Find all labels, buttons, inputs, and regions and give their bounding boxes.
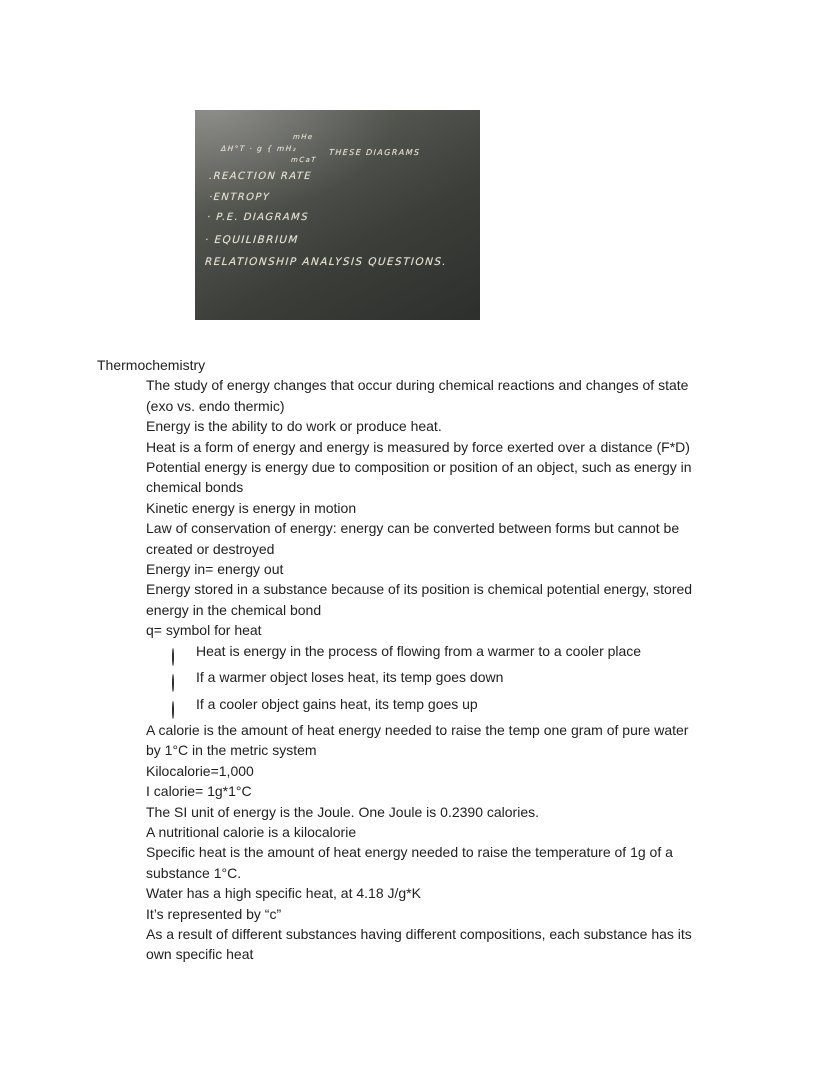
- list-item-text: If a cooler object gains heat, its temp goes up: [196, 695, 478, 712]
- chalkboard-photo: [195, 110, 480, 320]
- list-item: [97, 904, 727, 924]
- bullet-icon: [124, 620, 146, 627]
- bullet-icon: [124, 802, 146, 809]
- list-item-text: As a result of different substances having different compositions, each substance has its own specific heat: [146, 925, 692, 963]
- board-line-relationship: RELATIONSHIP ANALYSIS QUESTIONS.: [204, 256, 448, 268]
- bullet-icon: [124, 437, 146, 444]
- list-item-text: Law of conservation of energy: energy can be converted between forms but cannot be created or destroyed: [146, 520, 680, 557]
- bullet-icon: [124, 579, 146, 586]
- board-line-pe-diagrams: · P.E. DIAGRAMS: [206, 212, 310, 223]
- list-item: [97, 781, 727, 801]
- board-line-entropy: ·ENTROPY: [208, 192, 271, 203]
- list-item: [97, 518, 727, 559]
- list-item: [97, 457, 727, 498]
- bullet-icon: [124, 781, 146, 788]
- hollow-bullet-icon: [172, 667, 196, 693]
- list-item: [97, 620, 727, 640]
- notes-content: [97, 355, 727, 965]
- bullet-icon: [124, 842, 146, 849]
- bullet-icon: [124, 761, 146, 768]
- list-item: [97, 720, 727, 761]
- list-item-text: Specific heat is the amount of heat energy needed to raise the temperature of 1g of a substance 1°C.: [146, 844, 673, 881]
- list-item-text: The SI unit of energy is the Joule. One Joule is 0.2390 calories.: [146, 803, 540, 820]
- bullet-icon: [124, 457, 146, 464]
- list-item: [97, 883, 727, 903]
- list-item: [97, 761, 727, 781]
- list-item: [97, 437, 727, 457]
- list-subitem: [97, 694, 727, 720]
- list-item-text: I calorie= 1g*1°C: [146, 783, 252, 800]
- board-line-reaction-rate: .REACTION RATE: [208, 171, 313, 182]
- bullet-icon: [124, 904, 146, 911]
- bullet-icon: [124, 720, 146, 727]
- bullet-icon: [124, 375, 146, 382]
- list-item-text: Energy in= energy out: [146, 561, 284, 578]
- list-item: [97, 559, 727, 579]
- list-item-text: A calorie is the amount of heat energy needed to raise the temp one gram of pure water by 1°C in the metric system: [146, 721, 689, 759]
- list-item: [97, 842, 727, 883]
- list-item: [97, 802, 727, 822]
- bullet-icon: [124, 498, 146, 505]
- list-item-text: Kilocalorie=1,000: [146, 762, 254, 779]
- board-line-equilibrium: · EQUILIBRIUM: [204, 234, 300, 246]
- list-item-text: It’s represented by “c”: [146, 905, 282, 922]
- list-item-text: Heat is energy in the process of flowing from a warmer to a cooler place: [196, 642, 642, 659]
- list-item-text: Kinetic energy is energy in motion: [146, 499, 357, 516]
- list-item: [97, 924, 727, 965]
- list-item-text: q= symbol for heat: [146, 622, 262, 639]
- bullet-icon: [124, 822, 146, 829]
- page-title: Thermochemistry: [97, 357, 206, 373]
- list-item-text: Energy is the ability to do work or produce heat.: [146, 418, 442, 435]
- list-item-text: Water has a high specific heat, at 4.18 J/g*K: [146, 885, 421, 902]
- list-item-text: Energy stored in a substance because of its position is chemical potential energy, stored energy in the chemical bond: [146, 581, 693, 618]
- list-subitem: [97, 667, 727, 693]
- board-scribble-top: mHe: [292, 133, 314, 141]
- board-scribble-bottom: mCaT: [290, 156, 318, 164]
- bullet-icon: [124, 883, 146, 890]
- list-item: [97, 579, 727, 620]
- list-item: [97, 498, 727, 518]
- list-item-text: The study of energy changes that occur during chemical reactions and changes of state (exo vs. endo thermic): [146, 377, 689, 414]
- bullet-icon: [124, 924, 146, 931]
- board-text-these-diagrams: THESE DIAGRAMS: [328, 148, 421, 157]
- hollow-bullet-icon: [172, 694, 196, 720]
- list-item-text: A nutritional calorie is a kilocalorie: [146, 823, 357, 840]
- list-item: [97, 375, 727, 416]
- list-subitem: [97, 641, 727, 667]
- list-item: [97, 416, 727, 436]
- list-item-text: If a warmer object loses heat, its temp goes down: [196, 669, 504, 686]
- bullet-icon: [124, 518, 146, 525]
- list-item: [97, 822, 727, 842]
- list-item-text: Heat is a form of energy and energy is measured by force exerted over a distance (F*D): [146, 438, 690, 455]
- bullet-icon: [124, 416, 146, 423]
- list-item-text: Potential energy is energy due to composition or position of an object, such as energy in chemical bonds: [146, 459, 692, 496]
- bullet-icon: [124, 559, 146, 566]
- board-scribble-mid: ΔH°T · g { mH₂: [220, 144, 298, 153]
- hollow-bullet-icon: [172, 641, 196, 667]
